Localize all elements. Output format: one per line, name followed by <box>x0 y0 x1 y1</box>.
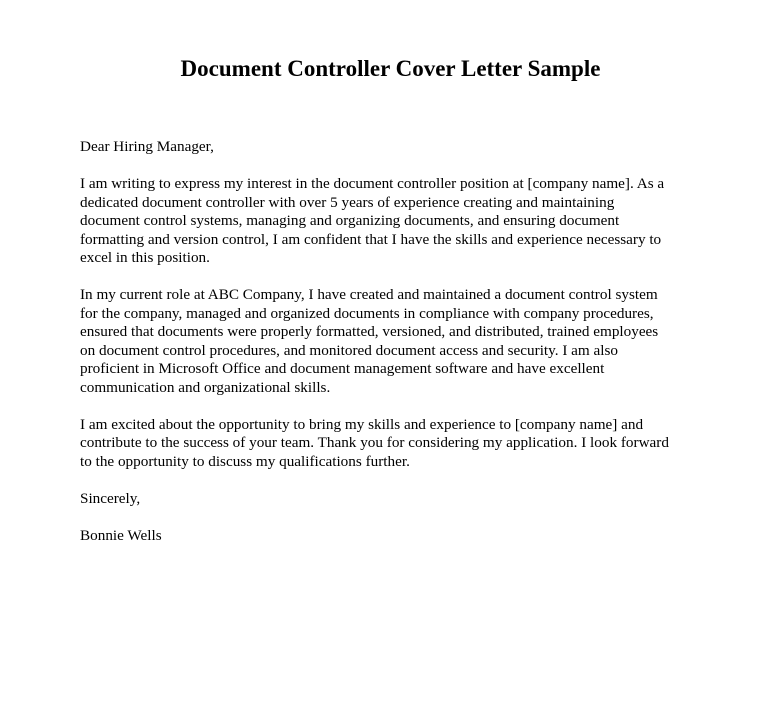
text-line: excel in this position. <box>80 249 210 266</box>
text-line: I am excited about the opportunity to bring my skills and experience to [company name] and <box>80 415 644 433</box>
text-line: In my current role at ABC Company, I have created and maintained a document control system <box>80 286 658 303</box>
letter-body <box>80 138 720 564</box>
text-line: proficient in Microsoft Office and document management software and have excellent <box>80 360 605 377</box>
paragraph-experience <box>80 286 720 397</box>
closing: Sincerely, <box>80 489 141 507</box>
signature: Bonnie Wells <box>80 526 162 544</box>
paragraph-closing <box>80 416 720 472</box>
text-line: formatting and version control, I am confident that I have the skills and experience necessary to <box>80 230 662 248</box>
text-line: dedicated document controller with over 5 years of experience creating and maintaining <box>80 193 615 211</box>
salutation: Dear Hiring Manager, <box>80 138 214 155</box>
page-title: Document Controller Cover Letter Sample <box>180 56 601 81</box>
paragraph-intro <box>80 175 720 268</box>
text-line: contribute to the success of your team. Thank you for considering my application. I look forward <box>80 434 669 451</box>
text-line: to the opportunity to discuss my qualifications further. <box>80 452 410 470</box>
text-line: ensured that documents were properly formatted, versioned, and distributed, trained employees <box>80 323 659 340</box>
text-line: document control systems, managing and organizing documents, and ensuring document <box>80 212 620 229</box>
text-line: I am writing to express my interest in the document controller position at [company name]. As a <box>80 175 665 192</box>
text-line: for the company, managed and organized documents in compliance with company procedures, <box>80 304 654 322</box>
text-line: on document control procedures, and monitored document access and security. I am also <box>80 341 618 359</box>
text-line: communication and organizational skills. <box>80 378 331 396</box>
